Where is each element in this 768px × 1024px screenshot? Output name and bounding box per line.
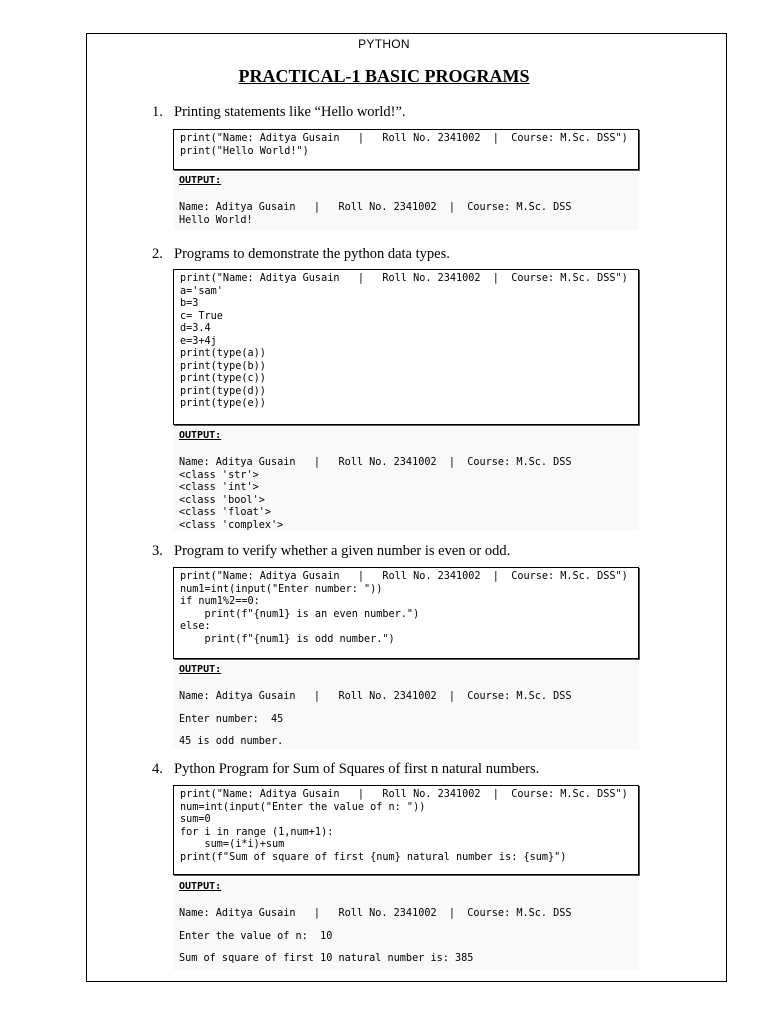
code-line: num1=int(input("Enter number: ")) — [180, 583, 383, 595]
section-number: 4. — [152, 761, 163, 777]
code-block — [173, 785, 639, 875]
section-heading — [152, 543, 510, 560]
code-line: e=3+4j — [180, 335, 217, 347]
output-line: <class 'str'> — [179, 469, 259, 481]
output-line: Name: Aditya Gusain | Roll No. 2341002 | Course: M.Sc. DSS — [179, 202, 572, 213]
code-line: if num1%2==0: — [180, 596, 260, 607]
section-heading-text: Python Program for Sum of Squares of first n natural numbers. — [174, 761, 540, 777]
code-line: num=int(input("Enter the value of n: ")) — [180, 801, 426, 813]
code-line: sum=0 — [180, 814, 211, 825]
code-line: sum=(i*i)+sum — [180, 839, 285, 850]
code-line: d=3.4 — [180, 323, 211, 334]
output-block — [173, 878, 639, 970]
output-block — [173, 661, 639, 749]
output-line: Sum of square of first 10 natural number is: 385 — [179, 953, 474, 964]
code-line: else: — [180, 621, 211, 632]
code-line: a='sam' — [180, 285, 223, 297]
code-block — [173, 269, 639, 425]
code-line: print("Name: Aditya Gusain | Roll No. 2341002 | Course: M.Sc. DSS") — [180, 571, 628, 582]
document-title: PRACTICAL-1 BASIC PROGRAMS — [238, 66, 530, 86]
section-heading — [152, 761, 539, 778]
output-line: <class 'bool'> — [179, 494, 265, 506]
output-line: <class 'complex'> — [179, 519, 284, 531]
section-number: 2. — [152, 246, 163, 262]
output-line: <class 'float'> — [179, 507, 272, 518]
code-line: print("Name: Aditya Gusain | Roll No. 2341002 | Course: M.Sc. DSS") — [180, 789, 628, 800]
code-block — [173, 567, 639, 659]
code-line: print("Name: Aditya Gusain | Roll No. 2341002 | Course: M.Sc. DSS") — [180, 133, 628, 144]
output-label: OUTPUT: — [179, 664, 222, 675]
output-line: Enter number: 45 — [179, 713, 284, 725]
output-label: OUTPUT: — [179, 430, 222, 441]
section-heading-text: Program to verify whether a given number is even or odd. — [174, 543, 511, 559]
code-block — [173, 129, 639, 170]
code-line: print("Name: Aditya Gusain | Roll No. 2341002 | Course: M.Sc. DSS") — [180, 273, 628, 284]
section-heading-text: Printing statements like “Hello world!”. — [174, 104, 406, 120]
output-block — [173, 172, 639, 230]
output-line: Hello World! — [179, 214, 253, 226]
output-line: Name: Aditya Gusain | Roll No. 2341002 | Course: M.Sc. DSS — [179, 908, 572, 919]
section-heading-text: Programs to demonstrate the python data types. — [174, 246, 450, 262]
output-block — [173, 427, 639, 531]
output-line: Enter the value of n: 10 — [179, 930, 333, 942]
running-head: PYTHON — [358, 37, 410, 51]
section-heading — [152, 246, 450, 263]
code-line: print(f"Sum of square of first {num} natural number is: {sum}") — [180, 851, 567, 863]
code-line: print(type(a)) — [180, 348, 266, 359]
section-heading — [152, 104, 406, 121]
output-line: Name: Aditya Gusain | Roll No. 2341002 | Course: M.Sc. DSS — [179, 457, 572, 468]
code-line: c= True — [180, 310, 223, 322]
output-label: OUTPUT: — [179, 881, 222, 892]
section-number: 1. — [152, 104, 163, 120]
code-line: b=3 — [180, 298, 199, 309]
code-line: print(type(b)) — [180, 360, 266, 372]
output-line: Name: Aditya Gusain | Roll No. 2341002 | Course: M.Sc. DSS — [179, 691, 572, 702]
code-line: print(type(d)) — [180, 385, 266, 397]
output-line: <class 'int'> — [179, 482, 259, 493]
code-line: for i in range (1,num+1): — [180, 826, 334, 838]
section-number: 3. — [152, 543, 163, 559]
code-line: print("Hello World!") — [180, 145, 309, 157]
code-line: print(f"{num1} is an even number.") — [180, 608, 420, 620]
output-label: OUTPUT: — [179, 175, 222, 186]
code-line: print(type(e)) — [180, 398, 266, 409]
output-line: 45 is odd number. — [179, 736, 284, 747]
code-line: print(type(c)) — [180, 373, 266, 384]
code-line: print(f"{num1} is odd number.") — [180, 633, 395, 645]
